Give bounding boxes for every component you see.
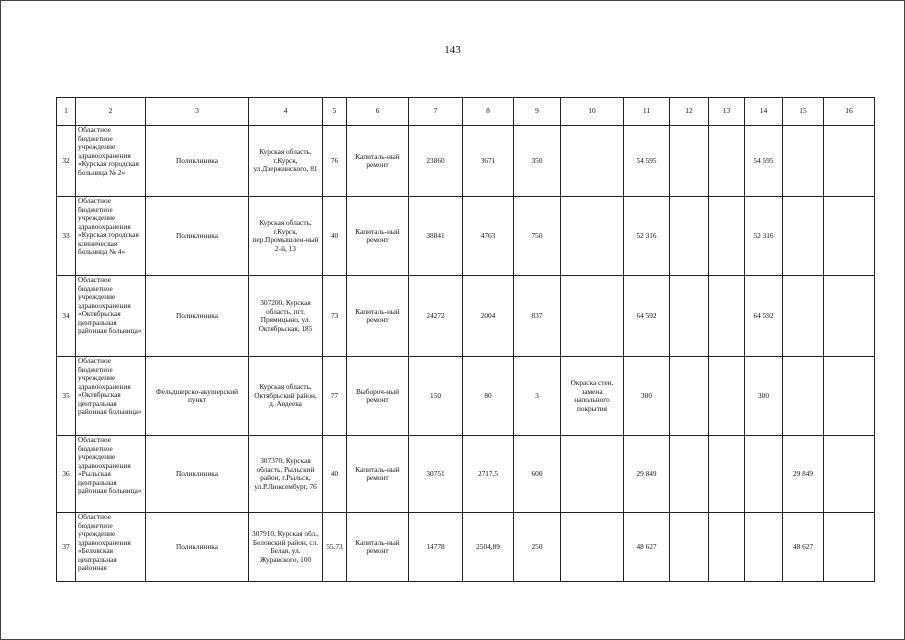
cell-col8: 2717,5	[463, 436, 514, 513]
cell-col10	[561, 513, 624, 582]
cell-col14: 52 316	[745, 197, 783, 276]
cell-col9: 600	[514, 436, 561, 513]
row-number: 36	[57, 436, 76, 513]
cell-col12	[670, 197, 709, 276]
header-cell: 13	[709, 98, 745, 126]
header-cell: 16	[824, 98, 875, 126]
header-cell: 1	[57, 98, 76, 126]
table-row	[57, 276, 875, 357]
table-row	[57, 126, 875, 197]
header-cell: 6	[347, 98, 409, 126]
cell-col5: 40	[323, 197, 347, 276]
cell-col14: 64 592	[745, 276, 783, 357]
cell-col7: 14778	[409, 513, 463, 582]
header-cell: 12	[670, 98, 709, 126]
cell-col7: 150	[409, 357, 463, 436]
cell-col12	[670, 436, 709, 513]
cell-col15	[783, 126, 824, 197]
cell-col10	[561, 276, 624, 357]
cell-col5: 40	[323, 436, 347, 513]
cell-col11: 52 316	[624, 197, 670, 276]
work-type: Капиталь-ный ремонт	[347, 513, 409, 582]
work-type: Капиталь-ный ремонт	[347, 276, 409, 357]
cell-col16	[824, 513, 875, 582]
cell-col14	[745, 513, 783, 582]
cell-col8: 4763	[463, 197, 514, 276]
cell-col11: 54 595	[624, 126, 670, 197]
cell-col15	[783, 197, 824, 276]
cell-col5: 76	[323, 126, 347, 197]
cell-col8: 3671	[463, 126, 514, 197]
cell-col11: 48 627	[624, 513, 670, 582]
header-cell: 11	[624, 98, 670, 126]
table-row	[57, 436, 875, 513]
cell-col9: 3	[514, 357, 561, 436]
institution-name: Областное бюджетное учреждение здравоохранения «Курская городская клиническая больница № 4»	[76, 197, 146, 276]
work-type: Выбороч-ный ремонт	[347, 357, 409, 436]
header-cell: 5	[323, 98, 347, 126]
header-cell: 2	[76, 98, 146, 126]
address: Курская область, г.Курск, ул.Дзержинского, 81	[249, 126, 323, 197]
work-type: Капиталь-ный ремонт	[347, 436, 409, 513]
cell-col16	[824, 436, 875, 513]
row-number: 33	[57, 197, 76, 276]
header-cell: 10	[561, 98, 624, 126]
header-cell: 14	[745, 98, 783, 126]
cell-col14	[745, 436, 783, 513]
cell-col10	[561, 126, 624, 197]
cell-col15: 48 627	[783, 513, 824, 582]
cell-col15: 29 849	[783, 436, 824, 513]
cell-col11: 64 592	[624, 276, 670, 357]
cell-col7: 23860	[409, 126, 463, 197]
table-row	[57, 357, 875, 436]
row-number: 37	[57, 513, 76, 582]
cell-col5: 73	[323, 276, 347, 357]
cell-col15	[783, 357, 824, 436]
cell-col13	[709, 197, 745, 276]
header-cell: 9	[514, 98, 561, 126]
cell-col14: 300	[745, 357, 783, 436]
cell-col5: 77	[323, 357, 347, 436]
cell-col14: 54 595	[745, 126, 783, 197]
work-type: Капиталь-ный ремонт	[347, 126, 409, 197]
cell-col7: 24272	[409, 276, 463, 357]
cell-col5: 55.73	[323, 513, 347, 582]
header-cell: 15	[783, 98, 824, 126]
header-cell: 7	[409, 98, 463, 126]
address: Курская область, Октябрьский район, д. Авдеева	[249, 357, 323, 436]
cell-col10: Окраска стен, замена напольного покрытия	[561, 357, 624, 436]
cell-col7: 30751	[409, 436, 463, 513]
cell-col8: 2004	[463, 276, 514, 357]
cell-col8: 2504,89	[463, 513, 514, 582]
address: 307370, Курская область, Рыльский район, г.Рыльск, ул.Р.Люксембург, 76	[249, 436, 323, 513]
cell-col13	[709, 436, 745, 513]
table-row	[57, 513, 875, 582]
cell-col12	[670, 357, 709, 436]
table-row	[57, 197, 875, 276]
address: 307200, Курская область, пгт. Прямицыно, ул. Октябрьская, 185	[249, 276, 323, 357]
cell-col12	[670, 513, 709, 582]
cell-col16	[824, 197, 875, 276]
cell-col9: 750	[514, 197, 561, 276]
facility-type: Поликлиника	[146, 276, 249, 357]
cell-col16	[824, 126, 875, 197]
institution-name: Областное бюджетное учреждение здравоохранения «Октябрьская центральная районная больница»	[76, 276, 146, 357]
header-row	[57, 98, 875, 126]
row-number: 34	[57, 276, 76, 357]
facility-type: Поликлиника	[146, 197, 249, 276]
address: Курская область, г.Курск, пер.Промышлен-ный 2-й, 13	[249, 197, 323, 276]
institution-name: Областное бюджетное учреждение здравоохранения «Октябрьская центральная районная больница»	[76, 357, 146, 436]
cell-col16	[824, 357, 875, 436]
cell-col13	[709, 357, 745, 436]
cell-col13	[709, 513, 745, 582]
cell-col12	[670, 276, 709, 357]
institution-name: Областное бюджетное учреждение здравоохранения «Курская городская больница № 2»	[76, 126, 146, 197]
header-cell: 8	[463, 98, 514, 126]
cell-col12	[670, 126, 709, 197]
row-number: 32	[57, 126, 76, 197]
facility-type: Поликлиника	[146, 513, 249, 582]
cell-col10	[561, 436, 624, 513]
cell-col9: 837	[514, 276, 561, 357]
cell-col10	[561, 197, 624, 276]
cell-col9: 250	[514, 513, 561, 582]
facility-type: Поликлиника	[146, 126, 249, 197]
page-number: 143	[444, 44, 461, 56]
cell-col13	[709, 126, 745, 197]
cell-col13	[709, 276, 745, 357]
work-type: Капиталь-ный ремонт	[347, 197, 409, 276]
institution-name: Областное бюджетное учреждение здравоохранения «Рыльская центральная районная больница»	[76, 436, 146, 513]
header-cell: 3	[146, 98, 249, 126]
facility-type: Фельдшерско-акушерский пункт	[146, 357, 249, 436]
cell-col8: 80	[463, 357, 514, 436]
institution-name: Областное бюджетное учреждение здравоохранения «Беловская центральная районная	[76, 513, 146, 582]
header-cell: 4	[249, 98, 323, 126]
row-number: 35	[57, 357, 76, 436]
cell-col7: 38841	[409, 197, 463, 276]
cell-col11: 29 849	[624, 436, 670, 513]
cell-col15	[783, 276, 824, 357]
address: 307910, Курская обл., Беловский район, сл. Белая, ул. Журавского, 100	[249, 513, 323, 582]
facility-type: Поликлиника	[146, 436, 249, 513]
cell-col11: 300	[624, 357, 670, 436]
cell-col16	[824, 276, 875, 357]
data-table	[56, 97, 875, 582]
cell-col9: 350	[514, 126, 561, 197]
